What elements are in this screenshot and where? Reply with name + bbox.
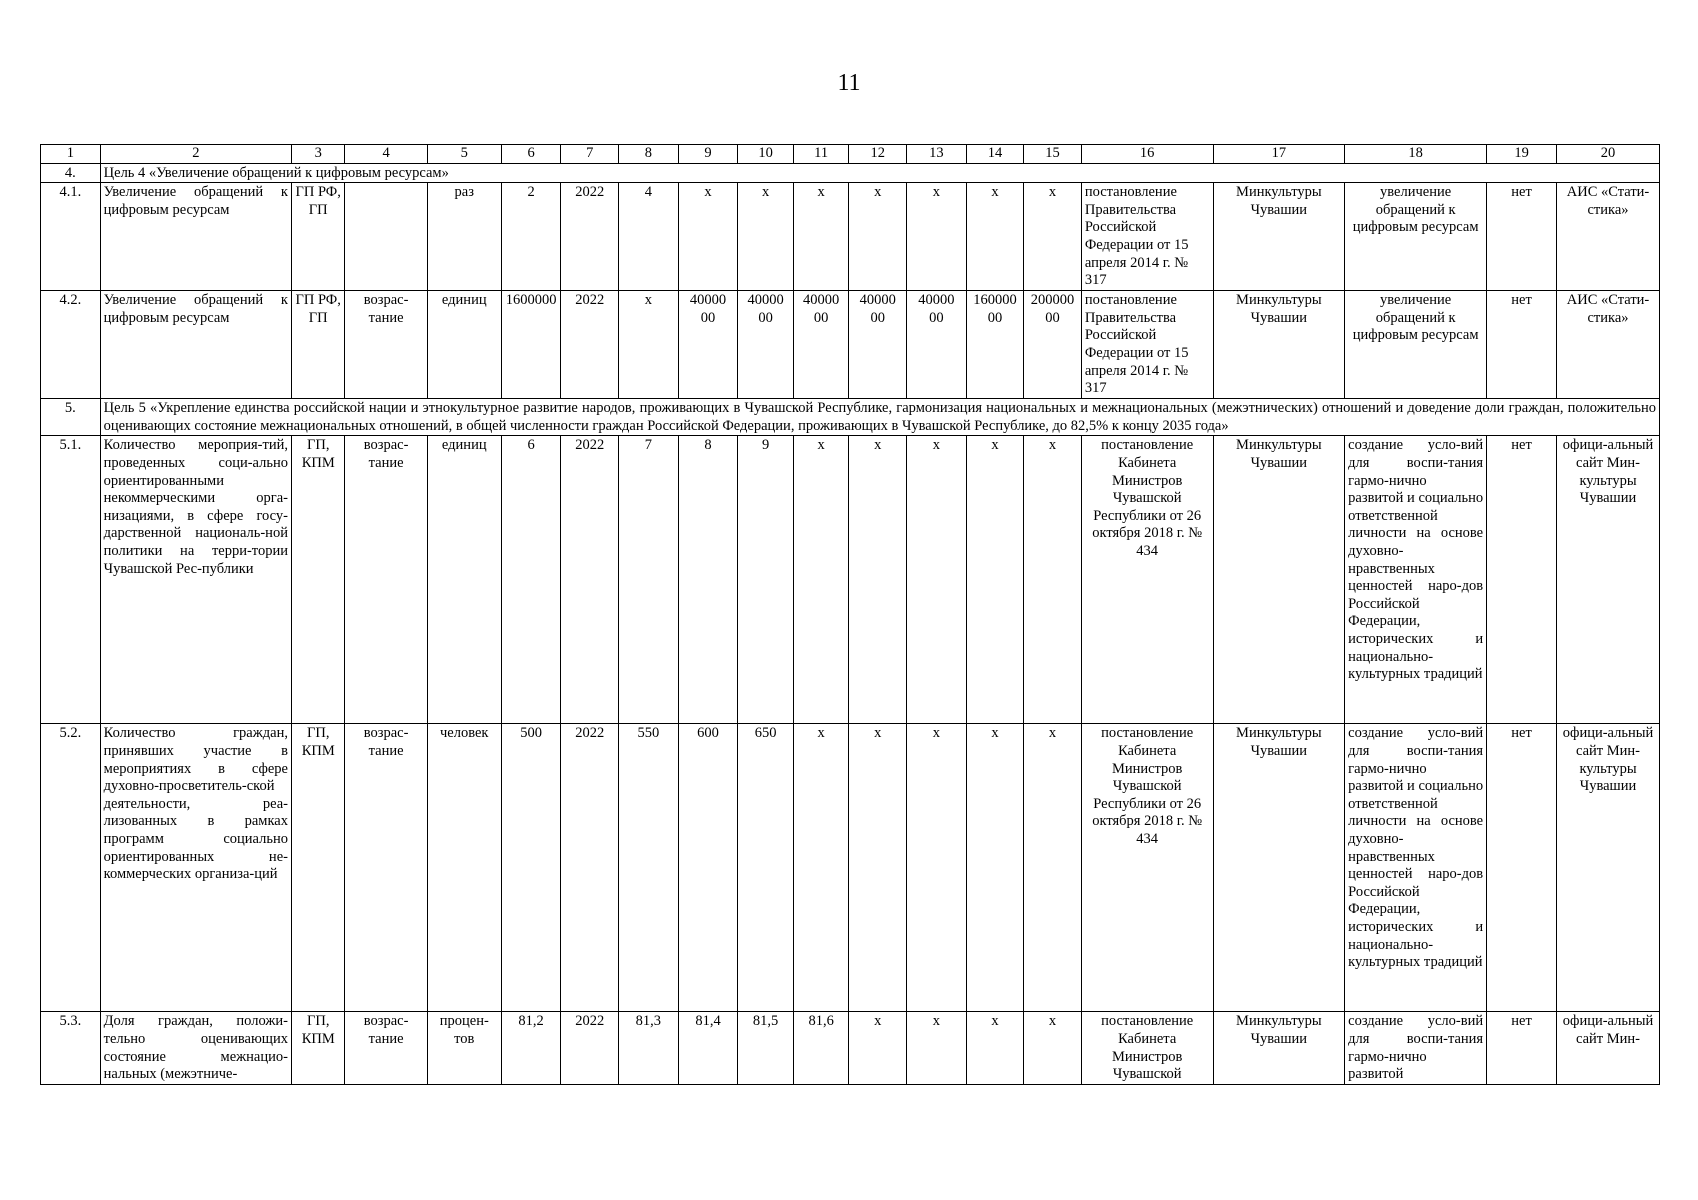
data-source: офици-альный сайт Мин- [1557,1012,1660,1084]
column-number: 11 [793,145,849,164]
linked-objective: увеличение обращений к цифровым ресурсам [1345,183,1487,291]
data-source: офици-альный сайт Мин-культуры Чувашии [1557,724,1660,1012]
table-row [41,183,1660,291]
base-year: 2022 [561,436,619,724]
value-col-14: 160000 00 [966,291,1024,399]
column-number: 7 [561,145,619,164]
value-col-10: 9 [738,436,794,724]
value-col-8: 550 [619,724,679,1012]
indicator-name: Количество мероприя-тий, проведенных соци-ально ориентированными некоммерческими орга-низациями, в сфере госу-дарственной националь-ной политики на терри-тории Чувашской Рес-публики [100,436,291,724]
info-system: нет [1487,1012,1557,1084]
value-col-15: x [1024,436,1082,724]
value-col-14: x [966,436,1024,724]
base-year: 2022 [561,183,619,291]
value-col-10: x [738,183,794,291]
responsible-agency: Минкультуры Чувашии [1213,291,1345,399]
value-col-8: 4 [619,183,679,291]
column-number: 5 [427,145,501,164]
value-col-9: 600 [678,724,738,1012]
value-col-15: x [1024,724,1082,1012]
value-col-10: 81,5 [738,1012,794,1084]
indicator-direction: возрас-тание [345,436,427,724]
column-number: 1 [41,145,101,164]
base-year: 2022 [561,291,619,399]
responsible-agency: Минкультуры Чувашии [1213,436,1345,724]
table-row [41,724,1660,1012]
value-col-13: 40000 00 [907,291,967,399]
column-number: 15 [1024,145,1082,164]
info-system: нет [1487,291,1557,399]
indicator-unit: человек [427,724,501,1012]
value-col-12: x [849,724,907,1012]
legal-document: постановление Кабинета Министров Чувашской [1081,1012,1213,1084]
column-number: 9 [678,145,738,164]
indicator-name: Доля граждан, положи-тельно оценивающих состояние межнацио-нальных (межэтниче- [100,1012,291,1084]
value-col-15: x [1024,1012,1082,1084]
goal-row [41,163,1660,183]
goal-number: 4. [41,163,101,183]
base-year: 2022 [561,724,619,1012]
column-numbers-row [41,145,1660,164]
value-col-13: x [907,436,967,724]
value-col-12: 40000 00 [849,291,907,399]
indicator-level: ГП РФ, ГП [291,183,344,291]
info-system: нет [1487,724,1557,1012]
column-number: 4 [345,145,427,164]
value-col-13: x [907,1012,967,1084]
base-value: 6 [501,436,561,724]
goal-number: 5. [41,399,101,436]
value-col-12: x [849,1012,907,1084]
value-col-11: x [793,183,849,291]
goal-text: Цель 5 «Укрепление единства российской нации и этнокультурное развитие народов, проживающих в Чувашской Республике, гармонизация национальных и межнациональных (межэтнических) отношений и доведение доли граждан, положительно оценивающих состояние межнациональных отношений, в общей численности граждан Российской Федерации, проживающих в Чувашской Республике, до 82,5% к концу 2035 года» [100,399,1659,436]
value-col-8: 7 [619,436,679,724]
column-number: 16 [1081,145,1213,164]
column-number: 17 [1213,145,1345,164]
row-number: 5.1. [41,436,101,724]
indicator-name: Количество граждан, принявших участие в мероприятиях в сфере духовно-просветитель-ской деятельности, реа-лизованных в рамках программ социально ориентированных не-коммерческих организа-ций [100,724,291,1012]
value-col-9: 81,4 [678,1012,738,1084]
data-source: АИС «Стати-стика» [1557,291,1660,399]
value-col-9: 8 [678,436,738,724]
responsible-agency: Минкультуры Чувашии [1213,724,1345,1012]
linked-objective: создание усло-вий для воспи-тания гармо-нично развитой [1345,1012,1487,1084]
column-number: 12 [849,145,907,164]
info-system: нет [1487,183,1557,291]
value-col-8: 81,3 [619,1012,679,1084]
indicator-name: Увеличение обращений к цифровым ресурсам [100,183,291,291]
data-source: офици-альный сайт Мин-культуры Чувашии [1557,436,1660,724]
row-number: 5.3. [41,1012,101,1084]
row-number: 4.2. [41,291,101,399]
value-col-12: x [849,183,907,291]
indicator-level: ГП, КПМ [291,436,344,724]
value-col-14: x [966,724,1024,1012]
legal-document: постановление Кабинета Министров Чувашской Республики от 26 октября 2018 г. № 434 [1081,724,1213,1012]
indicator-direction: возрас-тание [345,1012,427,1084]
responsible-agency: Минкультуры Чувашии [1213,1012,1345,1084]
base-value: 500 [501,724,561,1012]
column-number: 2 [100,145,291,164]
indicator-direction: возрас-тание [345,291,427,399]
row-number: 5.2. [41,724,101,1012]
value-col-8: x [619,291,679,399]
column-number: 20 [1557,145,1660,164]
value-col-15: 200000 00 [1024,291,1082,399]
linked-objective: увеличение обращений к цифровым ресурсам [1345,291,1487,399]
base-value: 2 [501,183,561,291]
value-col-12: x [849,436,907,724]
info-system: нет [1487,436,1557,724]
indicator-direction: возрас-тание [345,724,427,1012]
indicator-direction [345,183,427,291]
indicator-unit: единиц [427,436,501,724]
responsible-agency: Минкультуры Чувашии [1213,183,1345,291]
column-number: 13 [907,145,967,164]
linked-objective: создание усло-вий для воспи-тания гармо-нично развитой и социально ответственной личности на основе духовно-нравственных ценностей наро-дов Российской Федерации, исторических и национально-культурных традиций [1345,724,1487,1012]
column-number: 14 [966,145,1024,164]
column-number: 19 [1487,145,1557,164]
indicator-name: Увеличение обращений к цифровым ресурсам [100,291,291,399]
indicator-unit: раз [427,183,501,291]
indicator-level: ГП, КПМ [291,1012,344,1084]
linked-objective: создание усло-вий для воспи-тания гармо-нично развитой и социально ответственной личности на основе духовно-нравственных ценностей наро-дов Российской Федерации, исторических и национально-культурных традиций [1345,436,1487,724]
indicator-level: ГП, КПМ [291,724,344,1012]
value-col-9: 40000 00 [678,291,738,399]
table-row [41,436,1660,724]
value-col-14: x [966,183,1024,291]
value-col-14: x [966,1012,1024,1084]
column-number: 8 [619,145,679,164]
value-col-9: x [678,183,738,291]
row-number: 4.1. [41,183,101,291]
legal-document: постановление Кабинета Министров Чувашской Республики от 26 октября 2018 г. № 434 [1081,436,1213,724]
indicator-unit: единиц [427,291,501,399]
legal-document: постановление Правительства Российской Федерации от 15 апреля 2014 г. № 317 [1081,291,1213,399]
column-number: 6 [501,145,561,164]
column-number: 3 [291,145,344,164]
base-value: 81,2 [501,1012,561,1084]
table-row [41,291,1660,399]
value-col-11: x [793,724,849,1012]
data-source: АИС «Стати-стика» [1557,183,1660,291]
legal-document: постановление Правительства Российской Федерации от 15 апреля 2014 г. № 317 [1081,183,1213,291]
value-col-11: 40000 00 [793,291,849,399]
value-col-13: x [907,183,967,291]
base-value: 1600000 [501,291,561,399]
column-number: 10 [738,145,794,164]
value-col-13: x [907,724,967,1012]
page-number: 11 [837,70,861,96]
goal-text: Цель 4 «Увеличение обращений к цифровым ресурсам» [100,163,1659,183]
base-year: 2022 [561,1012,619,1084]
value-col-11: 81,6 [793,1012,849,1084]
indicator-level: ГП РФ, ГП [291,291,344,399]
goal-row [41,399,1660,436]
column-number: 18 [1345,145,1487,164]
table-row [41,1012,1660,1084]
value-col-10: 40000 00 [738,291,794,399]
value-col-11: x [793,436,849,724]
indicator-unit: процен-тов [427,1012,501,1084]
indicators-table [40,144,1660,1085]
value-col-10: 650 [738,724,794,1012]
value-col-15: x [1024,183,1082,291]
